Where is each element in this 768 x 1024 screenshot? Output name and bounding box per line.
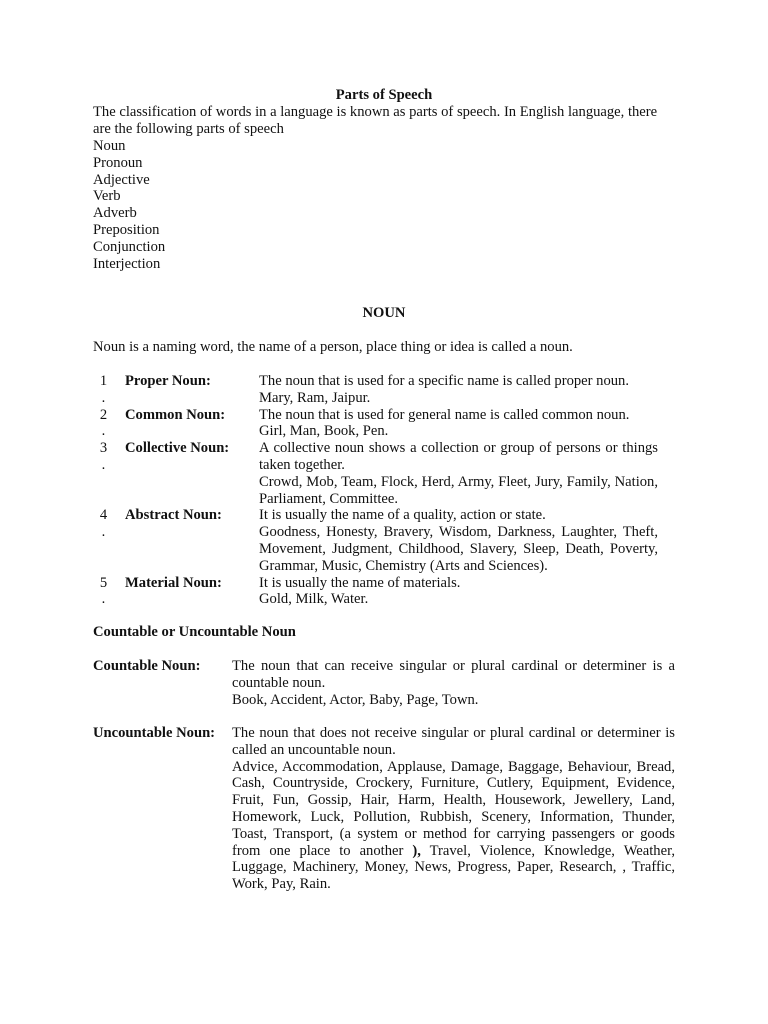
noun-type-name: Abstract Noun: — [125, 507, 222, 524]
noun-type-examples: Crowd, Mob, Team, Flock, Herd, Army, Fleet, Jury, Family, Nation, Parliament, Committee. — [259, 473, 658, 507]
noun-type-row — [93, 507, 658, 574]
list-item: Adverb — [93, 205, 137, 222]
number-digit: 1 — [99, 373, 108, 389]
noun-type-name: Proper Noun: — [125, 373, 211, 389]
noun-type-definition: The noun that is used for a specific name is called proper noun. — [259, 373, 629, 389]
noun-type-examples: Girl, Man, Book, Pen. — [259, 423, 389, 440]
intro-paragraph: The classification of words in a language is known as parts of speech. In English language, there are the following parts of speech — [93, 104, 658, 137]
countable-heading: Countable or Uncountable Noun — [93, 624, 296, 640]
list-item: Noun — [93, 138, 126, 154]
noun-type-number — [93, 507, 114, 574]
list-item: Preposition — [93, 221, 160, 238]
noun-type-row — [93, 407, 658, 441]
noun-type-description — [259, 507, 658, 574]
number-dot: . — [101, 423, 106, 440]
noun-type-number — [93, 440, 114, 507]
noun-definition: Noun is a naming word, the name of a person, place thing or idea is called a noun. — [93, 339, 573, 355]
number-dot: . — [101, 456, 106, 473]
list-item: Pronoun — [93, 154, 143, 171]
list-item: Conjunction — [93, 238, 166, 255]
noun-type-name: Material Noun: — [125, 574, 222, 591]
parts-of-speech-list — [93, 138, 165, 272]
uncountable-noun-description — [232, 725, 675, 893]
number-digit: 4 — [99, 507, 108, 524]
list-item: Interjection — [93, 255, 161, 272]
noun-type-name: Common Noun: — [125, 406, 226, 423]
countable-noun-row — [93, 658, 675, 708]
noun-type-description — [259, 575, 658, 609]
document-title: Parts of Speech — [335, 87, 433, 103]
noun-type-row — [93, 440, 658, 507]
noun-type-row — [93, 575, 658, 609]
number-digit: 3 — [99, 440, 108, 457]
noun-type-definition: It is usually the name of a quality, action or state. — [259, 507, 546, 524]
noun-type-definition: The noun that is used for general name is called common noun. — [259, 406, 630, 423]
examples-text: Advice, Accommodation, Applause, Damage, Baggage, Behaviour, Bread, Cash, Countryside, Crockery, Furniture, Cutlery, Equipment, Evidence, Fruit, Fun, Gossip, Hair, Harm, Health, Housework, Jewellery, Land, Homework, Luck, Pollution, Rubbish, Scenery, Information, Thunder, Toast, Transport, (a system or method for carrying passengers or goods from one place to another — [232, 758, 675, 859]
noun-type-examples: Mary, Ram, Jaipur. — [259, 389, 371, 406]
noun-type-definition: A collective noun shows a collection or group of persons or things taken together. — [259, 440, 658, 473]
number-digit: 2 — [99, 406, 108, 423]
countable-noun-name: Countable Noun: — [93, 658, 201, 674]
noun-heading: NOUN — [362, 305, 406, 321]
noun-type-description — [259, 373, 658, 407]
number-dot: . — [101, 591, 106, 608]
number-digit: 5 — [99, 574, 108, 591]
noun-type-examples: Goodness, Honesty, Bravery, Wisdom, Darkness, Laughter, Theft, Movement, Judgment, Childhood, Slavery, Sleep, Death, Poverty, Grammar, Music, Chemistry (Arts and Sciences). — [259, 524, 658, 574]
number-dot: . — [101, 524, 106, 541]
noun-types-table — [93, 373, 658, 608]
noun-type-definition: It is usually the name of materials. — [259, 574, 461, 591]
noun-type-examples: Gold, Milk, Water. — [259, 591, 369, 608]
noun-type-description — [259, 407, 658, 441]
uncountable-noun-row — [93, 725, 675, 893]
uncountable-noun-name: Uncountable Noun: — [93, 725, 216, 741]
countable-noun-examples: Book, Accident, Actor, Baby, Page, Town. — [232, 691, 479, 708]
noun-type-number — [93, 407, 114, 441]
list-item: Verb — [93, 188, 121, 205]
uncountable-noun-definition: The noun that does not receive singular or plural cardinal or determiner is called an uncountable noun. — [232, 725, 675, 758]
noun-type-description — [259, 440, 658, 507]
examples-bold-punct: ), — [412, 842, 421, 859]
number-dot: . — [101, 389, 106, 406]
list-item: Adjective — [93, 171, 150, 188]
examples-text: Travel, Violence, Knowledge, Weather, Luggage, Machinery, Money, News, Progress, Paper, Research, , Traffic, Work, Pay, Rain. — [232, 842, 676, 893]
noun-type-number — [93, 575, 114, 609]
noun-type-row — [93, 373, 658, 407]
uncountable-noun-examples — [232, 759, 675, 893]
noun-type-name: Collective Noun: — [125, 440, 230, 457]
countable-noun-definition: The noun that can receive singular or plural cardinal or determiner is a countable noun. — [232, 658, 675, 691]
countable-noun-description — [232, 658, 675, 708]
noun-type-number — [93, 373, 114, 407]
